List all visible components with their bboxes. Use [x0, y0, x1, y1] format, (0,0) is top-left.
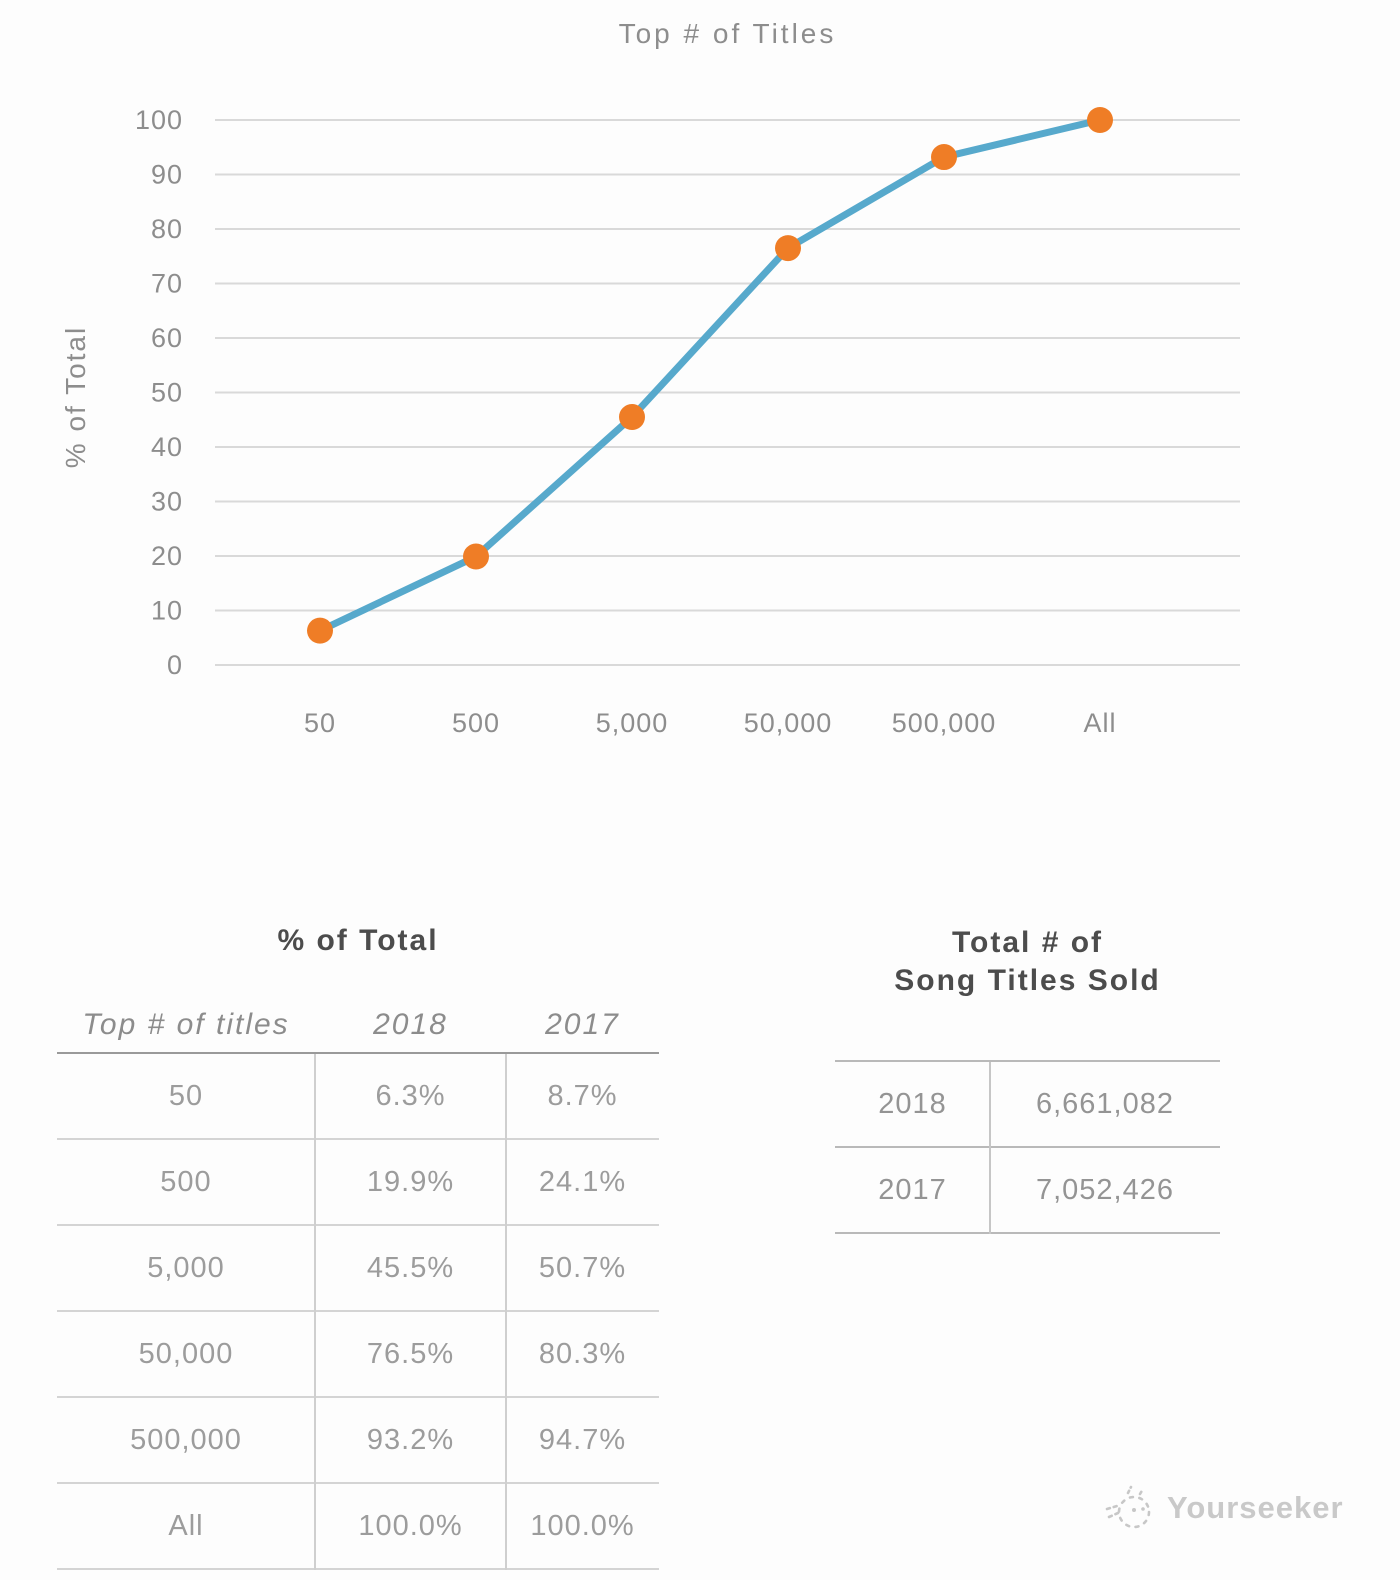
yourseeker-watermark-label: Yourseeker — [1167, 1490, 1344, 1525]
table-row — [57, 1398, 659, 1484]
year-label: 2018 — [878, 1087, 947, 1120]
totals-table — [835, 912, 1220, 1234]
y-tick-label: 80 — [150, 214, 183, 244]
y-tick-label: 30 — [150, 486, 183, 517]
data-point-marker — [619, 404, 645, 430]
value-2018: 100.0% — [358, 1509, 463, 1542]
y-tick-label: 70 — [150, 268, 183, 299]
value-2017: 50.7% — [538, 1251, 627, 1284]
year-label: 2017 — [878, 1173, 947, 1206]
column-divider — [314, 1054, 316, 1570]
header-top-titles: Top # of titles — [82, 1008, 290, 1041]
percent-table — [57, 912, 659, 1570]
total-value: 6,661,082 — [1035, 1087, 1174, 1120]
table-row — [835, 1148, 1220, 1234]
value-2017: 8.7% — [547, 1079, 618, 1112]
totals-table-body — [835, 1060, 1220, 1234]
x-tick-label: 500,000 — [891, 708, 997, 738]
row-label: 50,000 — [138, 1337, 234, 1370]
percent-table-header-row — [57, 998, 659, 1054]
header-2017: 2017 — [545, 1008, 620, 1041]
y-tick-label: 50 — [150, 377, 183, 408]
line-chart — [0, 0, 1400, 770]
table-row — [57, 1140, 659, 1226]
table-row — [57, 1484, 659, 1570]
percent-table-body — [57, 1054, 659, 1570]
value-2018: 93.2% — [366, 1423, 455, 1456]
value-2017: 94.7% — [538, 1423, 627, 1456]
yourseeker-logo-icon — [1103, 1479, 1159, 1537]
y-tick-label: 10 — [150, 595, 183, 626]
y-tick-label: 100 — [134, 105, 183, 135]
total-value: 7,052,426 — [1035, 1173, 1174, 1206]
y-tick-label: 0 — [166, 650, 183, 680]
row-label: 5,000 — [147, 1251, 225, 1284]
table-row — [57, 1054, 659, 1140]
watermark — [1103, 1479, 1344, 1537]
column-divider — [989, 1062, 991, 1234]
header-2018: 2018 — [373, 1008, 448, 1041]
value-2017: 80.3% — [538, 1337, 627, 1370]
data-point-marker — [931, 144, 957, 170]
column-divider — [505, 1054, 507, 1570]
x-tick-label: All — [1083, 708, 1117, 738]
data-point-marker — [307, 618, 333, 644]
row-label: All — [168, 1509, 204, 1542]
x-tick-label: 50 — [303, 708, 337, 738]
table-row — [835, 1062, 1220, 1148]
percent-table-title: % of Total — [277, 924, 439, 957]
y-axis-label: % of Total — [60, 325, 91, 469]
value-2018: 76.5% — [366, 1337, 455, 1370]
data-point-marker — [775, 235, 801, 261]
value-2018: 45.5% — [366, 1251, 455, 1284]
table-row — [57, 1312, 659, 1398]
totals-table-title — [835, 924, 1220, 1000]
series-line-2018 — [320, 120, 1100, 631]
row-label: 500,000 — [130, 1423, 242, 1456]
y-tick-label: 20 — [150, 541, 183, 571]
totals-table-title-line1: Total # of — [951, 926, 1104, 959]
x-tick-label: 50,000 — [743, 708, 833, 738]
x-tick-label: 500 — [451, 708, 501, 738]
value-2018: 6.3% — [375, 1079, 446, 1112]
totals-table-title-line2: Song Titles Sold — [894, 964, 1161, 997]
data-point-marker — [1087, 107, 1113, 133]
value-2018: 19.9% — [366, 1165, 455, 1198]
value-2017: 100.0% — [530, 1509, 635, 1542]
x-tick-label: 5,000 — [595, 708, 669, 738]
y-tick-label: 90 — [150, 159, 183, 190]
data-point-marker — [463, 544, 489, 570]
value-2017: 24.1% — [538, 1165, 627, 1198]
y-tick-label: 40 — [150, 432, 183, 462]
table-row — [57, 1226, 659, 1312]
row-label: 500 — [160, 1165, 212, 1198]
chart-title: Top # of Titles — [618, 18, 837, 49]
row-label: 50 — [168, 1079, 204, 1112]
y-tick-label: 60 — [150, 323, 183, 353]
